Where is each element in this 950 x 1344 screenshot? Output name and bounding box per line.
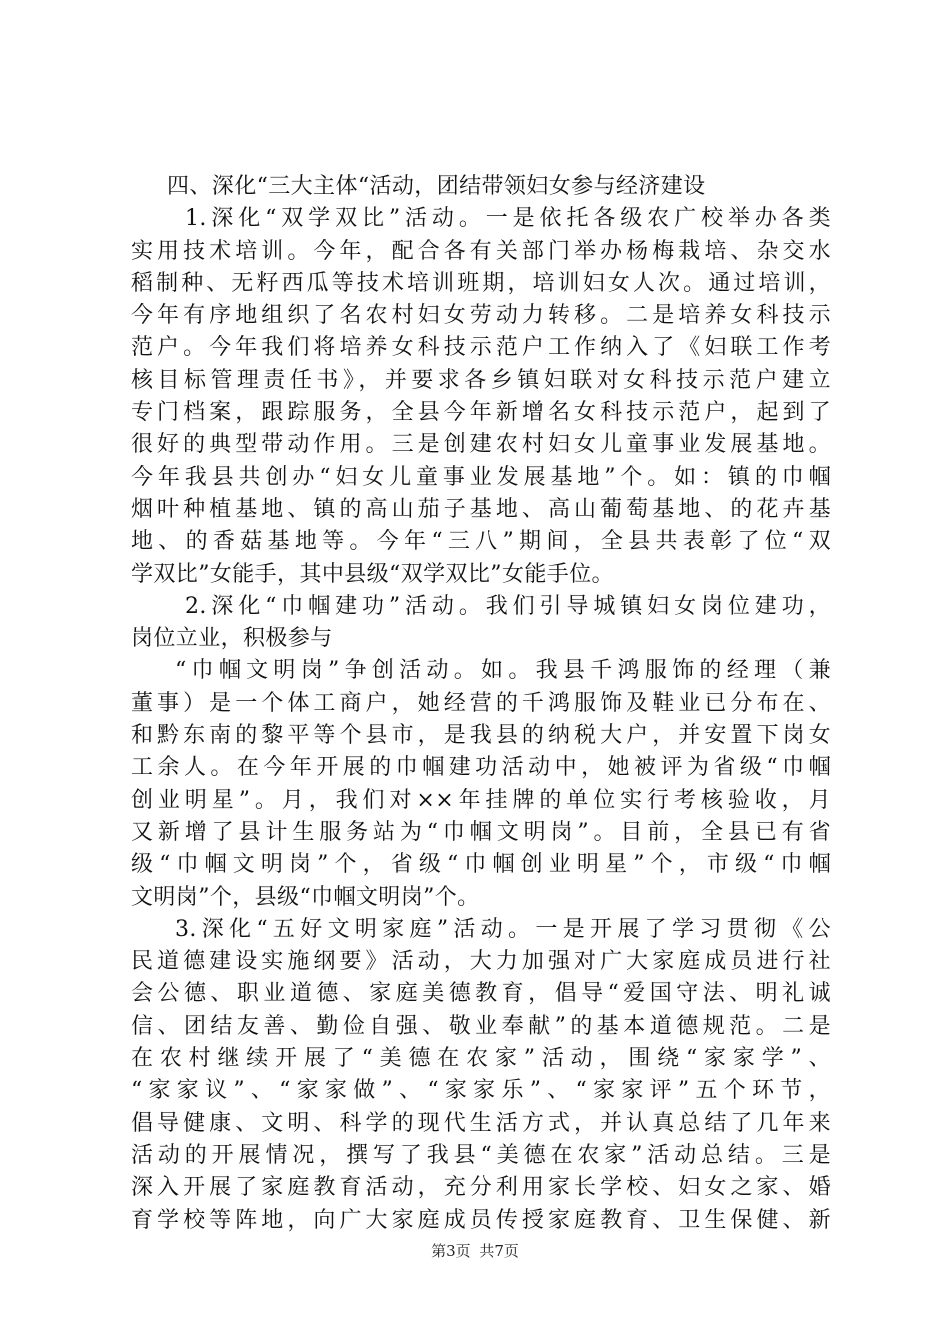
text-line: 学双比”女能手，其中县级“双学双比”女能手位。: [131, 561, 614, 587]
text-line: 稻制种、无籽西瓜等技术培训班期，培训妇女人次。通过培训，: [131, 270, 831, 296]
document-body: [131, 171, 831, 1237]
text-line: 董事）是一个体工商户，她经营的千鸿服饰及鞋业已分布在、: [131, 690, 831, 716]
text-line: 育学校等阵地，向广大家庭成员传授家庭教育、卫生保健、新: [131, 1207, 831, 1233]
text-line: 范户。今年我们将培养女科技示范户工作纳入了《妇联工作考: [131, 335, 831, 361]
text-line: 文明岗”个，县级“巾帼文明岗”个。: [131, 884, 480, 910]
text-line: 工余人。在今年开展的巾帼建功活动中，她被评为省级“巾帼: [131, 755, 831, 781]
text-line: 深入开展了家庭教育活动，充分利用家长学校、妇女之家、婚: [131, 1175, 831, 1201]
page-number: 第3页: [431, 1242, 471, 1260]
text-line: 今年有序地组织了名农村妇女劳动力转移。二是培养女科技示: [131, 303, 831, 329]
page-footer: [0, 1240, 950, 1261]
text-line: 今年我县共创办“妇女儿童事业发展基地”个。如：镇的巾帼: [131, 464, 831, 490]
text-line: 信、团结友善、勤俭自强、敬业奉献”的基本道德规范。二是: [131, 1013, 831, 1039]
text-line: 岗位立业，积极参与: [131, 626, 333, 652]
text-line: 倡导健康、文明、科学的现代生活方式，并认真总结了几年来: [131, 1110, 831, 1136]
text-line: 2.深化“巾帼建功”活动。我们引导城镇妇女岗位建功，: [185, 593, 831, 619]
text-line: 实用技术培训。今年，配合各有关部门举办杨梅栽培、杂交水: [131, 238, 831, 264]
text-line: 民道德建设实施纲要》活动，大力加强对广大家庭成员进行社: [131, 949, 831, 975]
text-line: 创业明星”。月，我们对××年挂牌的单位实行考核验收，月: [131, 787, 831, 813]
text-line: “巾帼文明岗”争创活动。如。我县千鸿服饰的经理（兼: [175, 658, 831, 684]
text-line: 和黔东南的黎平等个县市，是我县的纳税大户，并安置下岗女: [131, 723, 831, 749]
text-line: 又新增了县计生服务站为“巾帼文明岗”。目前，全县已有省: [131, 819, 831, 845]
text-line: 核目标管理责任书》，并要求各乡镇妇联对女科技示范户建立: [131, 367, 831, 393]
text-line: 烟叶种植基地、镇的高山茄子基地、高山葡萄基地、的花卉基: [131, 496, 831, 522]
text-line: 活动的开展情况，撰写了我县“美德在农家”活动总结。三是: [131, 1142, 831, 1168]
text-line: 1.深化“双学双比”活动。一是依托各级农广校举办各类: [185, 206, 831, 232]
text-line: 3.深化“五好文明家庭”活动。一是开展了学习贯彻《公: [175, 916, 831, 942]
text-line: 地、的香菇基地等。今年“三八”期间，全县共表彰了位“双: [131, 529, 831, 555]
page-total: 共7页: [479, 1242, 519, 1260]
text-line: 在农村继续开展了“美德在农家”活动，围绕“家家学”、: [131, 1046, 831, 1072]
text-line: 专门档案，跟踪服务，全县今年新增名女科技示范户，起到了: [131, 400, 831, 426]
text-line: “家家议”、“家家做”、“家家乐”、“家家评”五个环节，: [131, 1078, 831, 1104]
text-line: 会公德、职业道德、家庭美德教育，倡导“爱国守法、明礼诚: [131, 981, 831, 1007]
text-line: 很好的典型带动作用。三是创建农村妇女儿童事业发展基地。: [131, 432, 831, 458]
text-line: 级“巾帼文明岗”个，省级“巾帼创业明星”个，市级“巾帼: [131, 852, 831, 878]
text-line: 四、深化“三大主体“活动，团结带领妇女参与经济建设: [167, 174, 706, 199]
